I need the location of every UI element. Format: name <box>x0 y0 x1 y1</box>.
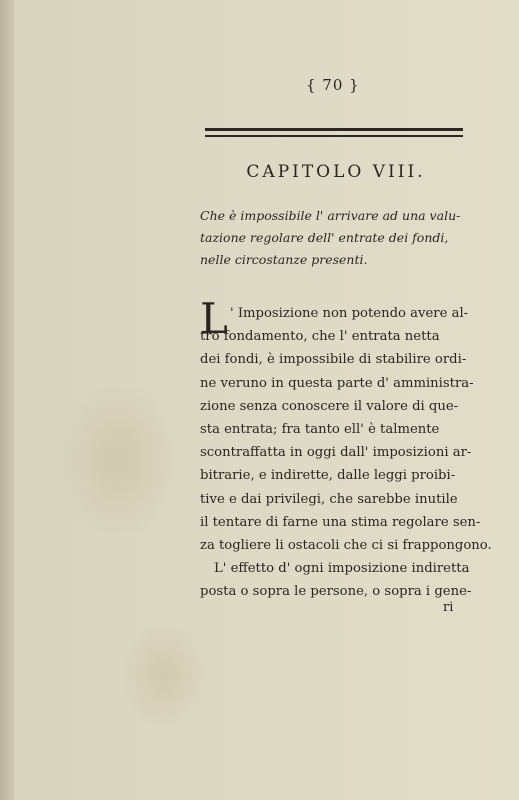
body-line: za togliere li ostacoli che ci si frappongono. <box>200 538 492 554</box>
header-rule-thick <box>205 128 463 131</box>
body-line: il tentare di farne una stima regolare sen- <box>200 514 481 530</box>
body-text <box>200 302 492 604</box>
subtitle-line: Che è impossibile l' arrivare ad una valu- <box>200 208 461 223</box>
paper-stain <box>60 380 180 540</box>
body-line: ' Imposizione non potendo avere al- <box>230 306 469 321</box>
body-line: zione senza conoscere il valore di que- <box>200 398 459 414</box>
body-line: ne veruno in questa parte d' amministra- <box>200 375 474 391</box>
body-line: bitrarie, e indirette, dalle leggi proibi- <box>200 468 456 484</box>
page-number: { 70 } <box>306 76 360 94</box>
body-line: scontraffatta in oggi dall' imposizioni ar- <box>200 445 472 461</box>
body-line: dei fondi, è impossibile di stabilire ordi- <box>200 352 467 368</box>
subtitle-line: tazione regolare dell' entrate dei fondi, <box>200 230 449 245</box>
page-binding-edge <box>0 0 14 800</box>
chapter-title: CAPITOLO VIII. <box>246 162 426 182</box>
header-rule-thin <box>205 135 463 137</box>
body-line: tro fondamento, che l' entrata netta <box>200 329 440 345</box>
body-line: sta entrata; fra tanto ell' è talmente <box>200 422 440 438</box>
body-line: L' effetto d' ogni imposizione indiretta <box>214 561 470 577</box>
subtitle-line: nelle circostanze presenti. <box>200 252 368 267</box>
body-line: tive e dai privilegi, che sarebbe inutile <box>200 491 458 507</box>
paper-stain <box>120 620 210 730</box>
body-line: posta o sopra le persone, o sopra i gene- <box>200 584 472 600</box>
drop-cap: L <box>200 294 228 343</box>
chapter-subtitle <box>200 205 468 271</box>
catchword: ri <box>443 600 454 615</box>
